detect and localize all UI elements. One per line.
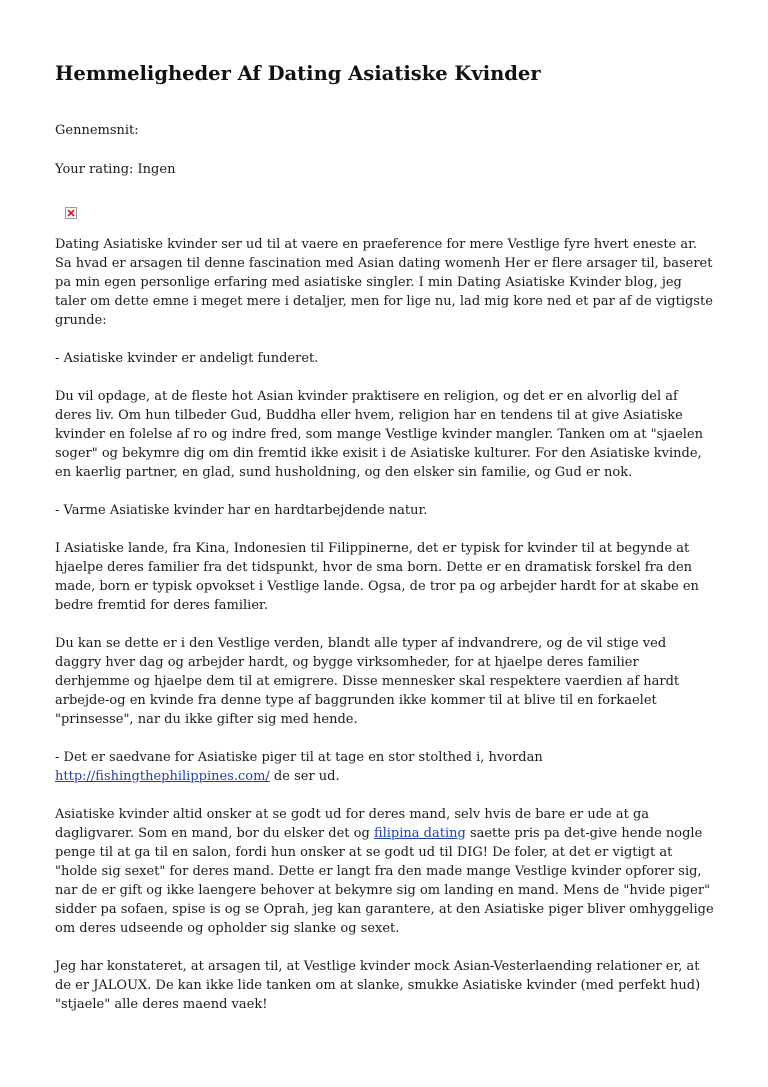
paragraph: Du vil opdage, at de fleste hot Asian kvinder praktisere en religion, og det er en alvorlig del af deres liv. Om hun tilbeder Gud, Buddha eller hvem, religion har en tendens til at give Asiatiske kvinder en folelse af ro og indre fred, som mange Vestlige kvinder mangler. Tanken om at "sjaelen soger" og bekymre dig om din fremtid ikke exisit i de Asiatiske kulturer. For den Asiatiske kvinde, en kaerlig partner, en glad, sund husholdning, og den elsker sin familie, og Gud er nok. — [55, 389, 703, 480]
bullet-heading — [55, 748, 715, 786]
paragraph — [55, 805, 715, 938]
text-segment: de ser ud. — [269, 769, 340, 784]
paragraph: I Asiatiske lande, fra Kina, Indonesien til Filippinerne, det er typisk for kvinder til at begynde at hjaelpe deres familier fra det tidspunkt, hvor de sma born. Dette er en dramatisk forskel fra den made, born er typisk opvokset i Vestlige lande. Ogsa, de tror pa og arbejder hardt for at skabe en bedre fremtid for deres familier. — [55, 541, 699, 613]
your-rating-label: Your rating: Ingen — [55, 162, 176, 177]
bullet-heading: - Varme Asiatiske kvinder har en hardtarbejdende natur. — [55, 503, 428, 518]
text-segment: saette pris pa det-give hende nogle penge til at ga til en salon, fordi hun onsker at se godt ud til DIG! De foler, at det er vigtigt at "holde sig sexet" for deres mand. Dette er langt fra den made mange Vestlige kvinder opforer sig, nar de er gift og ikke laengere behover at bekymre sig om landing en mand. Mens de "hvide piger" sidder pa sofaen, spise is og se Oprah, jeg kan garantere, at den Asiatiske piger bliver omhyggelige om deres udseende og opholder sig slanke og sexet. — [55, 826, 714, 936]
bullet-heading: - Asiatiske kvinder er andeligt funderet. — [55, 351, 319, 366]
average-rating-label: Gennemsnit: — [55, 123, 139, 138]
paragraph: Dating Asiatiske kvinder ser ud til at vaere en praeference for mere Vestlige fyre hvert eneste ar. Sa hvad er arsagen til denne fascination med Asian dating womenh Her er flere arsager til, baseret pa min egen personlige erfaring med asiatiske singler. I min Dating Asiatiske Kvinder blog, jeg taler om dette emne i meget mere i detaljer, men for lige nu, lad mig kore ned et par af de vigtigste grunde: — [55, 237, 713, 328]
paragraph: Jeg har konstateret, at arsagen til, at Vestlige kvinder mock Asian-Vesterlaending relationer er, at de er JALOUX. De kan ikke lide tanken om at slanke, smukke Asiatiske kvinder (med perfekt hud) "stjaele" alle deres maend vaek! — [55, 959, 701, 1012]
text-segment: - Det er saedvane for Asiatiske piger til at tage en stor stolthed i, hvordan — [55, 750, 543, 765]
broken-image-icon — [65, 207, 77, 219]
article-body — [55, 235, 715, 1033]
fishing-philippines-link[interactable]: http://fishingthephilippines.com/ — [55, 769, 270, 784]
broken-image-x-icon — [67, 209, 75, 217]
paragraph: Du kan se dette er i den Vestlige verden, blandt alle typer af indvandrere, og de vil stige ved daggry hver dag og arbejder hardt, og bygge virksomheder, for at hjaelpe deres familier derhjemme og hjaelpe dem til at emigrere. Disse mennesker skal respektere vaerdien af hardt arbejde-og en kvinde fra denne type af baggrunden ikke kommer til at blive til en forkaelet "prinsesse", nar du ikke gifter sig med hende. — [55, 636, 680, 727]
page-title: Hemmeligheder Af Dating Asiatiske Kvinder — [55, 62, 541, 85]
text-segment: Asiatiske kvinder altid onsker at se godt ud for deres mand, selv hvis de bare er ude at ga dagligvarer. Som en mand, bor du elsker det og — [55, 807, 650, 841]
filipina-dating-link[interactable]: filipina dating — [373, 826, 466, 841]
